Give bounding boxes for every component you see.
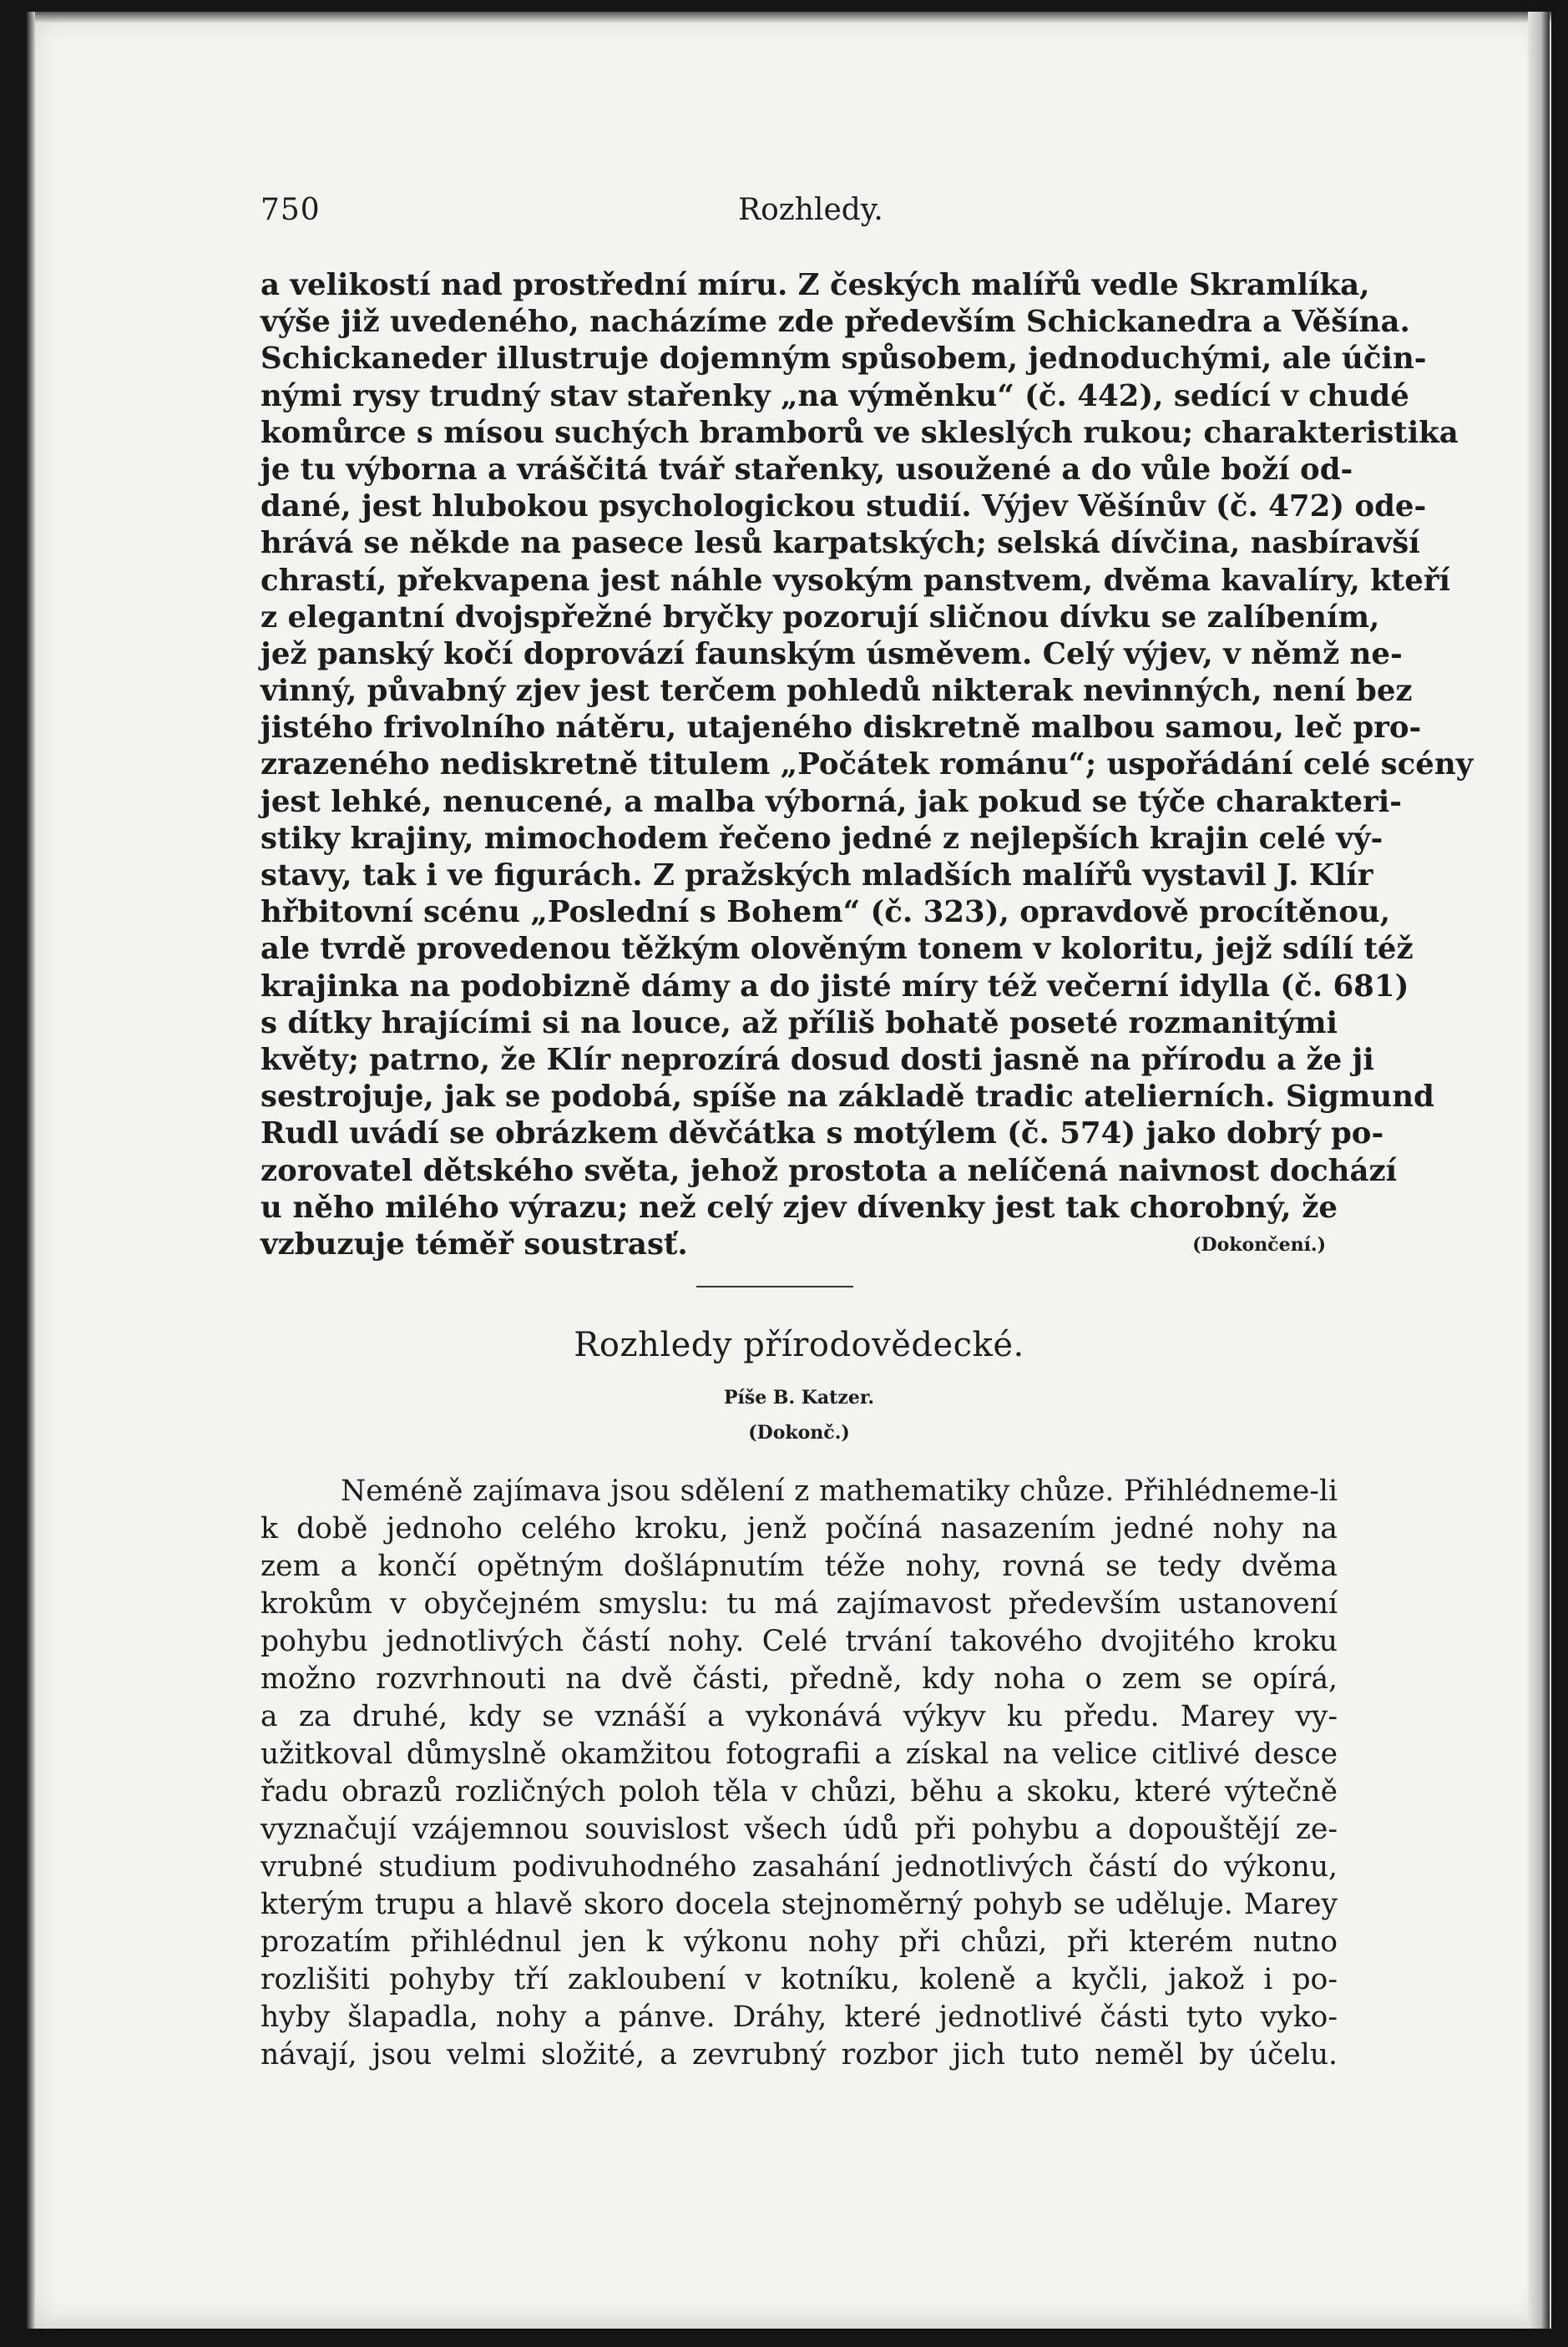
article-natural-science xyxy=(260,1473,1338,2074)
page-top-edge xyxy=(27,12,1551,23)
text-line: jež panský kočí doprovází faunským úsměvem. Celý výjev, v němž ne- xyxy=(260,636,1403,671)
text-line: z elegantní dvojspřežné bryčky pozorují sličnou dívku se zalíbením, xyxy=(260,599,1380,635)
running-head xyxy=(260,192,1338,230)
text-line: s dítky hrajícími si na louce, až příliš bohatě poseté rozmanitými xyxy=(260,1005,1338,1040)
text-line: hyby šlapadla, nohy a pánve. Dráhy, které jednotlivé části tyto vyko- xyxy=(260,2001,1338,2034)
text-line: ale tvrdě provedenou těžkým olověným tonem v koloritu, jejž sdílí též xyxy=(260,932,1414,967)
text-line: vinný, půvabný zjev jest terčem pohledů nikterak nevinných, není bez xyxy=(260,674,1413,709)
text-line: Schickaneder illustruje dojemným spůsobem, jednoduchými, ale účin- xyxy=(260,341,1427,377)
text-line: nými rysy trudný stav stařenky „na výměnku“ (č. 442), sedící v chudé xyxy=(260,378,1409,413)
text-line: jistého frivolního nátěru, utajeného diskretně malbou samou, leč pro- xyxy=(260,711,1422,746)
text-line: květy; patrno, že Klír neprozírá dosud dosti jasně na přírodu a že ji xyxy=(260,1042,1374,1077)
text-line-final xyxy=(260,1227,1338,1263)
text-line: stavy, tak i ve figurách. Z pražských mladších malířů vystavil J. Klír xyxy=(260,858,1373,893)
author-byline: Píše B. Katzer. xyxy=(723,1387,875,1409)
text-line: pohybu jednotlivých částí nohy. Celé trvání takového dvojitého kroku xyxy=(260,1625,1338,1658)
text-line: krokům v obyčejném smyslu: tu má zajímavost především ustanovení xyxy=(260,1587,1338,1621)
text-line: možno rozvrhnouti na dvě části, předně, kdy noha o zem se opírá, xyxy=(260,1662,1338,1696)
text-line: stiky krajiny, mimochodem řečeno jedné z nejlepších krajin celé vý- xyxy=(260,821,1383,856)
text-line: u něho milého výrazu; než celý zjev dívenky jest tak chorobný, že xyxy=(260,1190,1338,1225)
text-line: je tu výborna a vráščitá tvář stařenky, usoužené a do vůle boží od- xyxy=(260,452,1353,487)
text-line: kterým trupu a hlavě skoro docela stejnoměrný pohyb se uděluje. Marey xyxy=(260,1888,1338,1921)
section-divider xyxy=(696,1286,853,1287)
page-number: 750 xyxy=(260,193,321,227)
section-title: Rozhledy přírodovědecké. xyxy=(574,1326,1024,1364)
continued-note: (Dokonč.) xyxy=(748,1422,850,1444)
running-title: Rozhledy. xyxy=(738,193,883,227)
text-line: komůrce s mísou suchých bramborů ve skleslých rukou; charakteristika xyxy=(260,415,1459,450)
text-line: Neméně zajímava jsou sdělení z mathematiky chůze. Přihlédneme-li xyxy=(341,1474,1338,1508)
text-line: vrubné studium podivuhodného zasahání jednotlivých částí do výkonu, xyxy=(260,1850,1338,1884)
end-note: (Dokončení.) xyxy=(1192,1233,1326,1256)
text-line: a velikostí nad prostřední míru. Z českých malířů vedle Skramlíka, xyxy=(260,268,1370,302)
text-line: chrastí, překvapena jest náhle vysokým panstvem, dvěma kavalíry, kteří xyxy=(260,563,1451,598)
text-line: užitkoval důmyslně okamžitou fotografii a získal na velice citlivé desce xyxy=(260,1737,1338,1771)
text-line: jest lehké, nenucené, a malba výborná, jak pokud se týče charakteri- xyxy=(260,784,1402,819)
text-line: hřbitovní scénu „Poslední s Bohem“ (č. 323), opravdově procítěnou, xyxy=(260,895,1391,930)
text-line-last: vzbuzuje téměř soustrasť. xyxy=(260,1227,688,1262)
book-binding-edge xyxy=(1528,12,1550,2329)
page-left-edge xyxy=(27,12,35,2329)
text-line: a za druhé, kdy se vznáší a vykonává výkyv ku předu. Marey vy- xyxy=(260,1700,1338,1733)
text-line: sestrojuje, jak se podobá, spíše na základě tradic atelierních. Sigmund xyxy=(260,1080,1434,1115)
text-line: Rudl uvádí se obrázkem děvčátka s motýlem (č. 574) jako dobrý po- xyxy=(260,1116,1384,1151)
article-art-review xyxy=(260,267,1474,1263)
text-line: prozatím přihlédnul jen k výkonu nohy při chůzi, při kterém nutno xyxy=(260,1925,1338,1959)
text-line: řadu obrazů rozličných poloh těla v chůzi, běhu a skoku, které výtečně xyxy=(260,1775,1338,1808)
text-line: dané, jest hlubokou psychologickou studií. Výjev Věšínův (č. 472) ode- xyxy=(260,489,1427,524)
text-line: návají, jsou velmi složité, a zevrubný rozbor jich tuto neměl by účelu. xyxy=(260,2038,1338,2071)
text-line: rozlišiti pohyby tří zakloubení v kotníku, koleně a kyčli, jakož i po- xyxy=(260,1963,1338,1996)
text-line: vyznačují vzájemnou souvislost všech údů při pohybu a dopouštějí ze- xyxy=(260,1813,1338,1846)
text-line: zrazeného nediskretně titulem „Počátek románu“; uspořádání celé scény xyxy=(260,747,1474,782)
text-line: zorovatel dětského světa, jehož prostota a nelíčená naivnost dochází xyxy=(260,1153,1398,1188)
text-line: hrává se někde na pasece lesů karpatských; selská dívčina, nasbíravší xyxy=(260,526,1420,561)
text-line: krajinka na podobizně dámy a do jisté míry též večerní idylla (č. 681) xyxy=(260,969,1409,1004)
text-line: zem a končí opětným došlápnutím téže nohy, rovná se tedy dvěma xyxy=(260,1550,1338,1583)
text-line: výše již uvedeného, nacházíme zde především Schickanedra a Věšína. xyxy=(260,305,1410,340)
text-line: k době jednoho celého kroku, jenž počíná nasazením jedné nohy na xyxy=(260,1512,1338,1545)
